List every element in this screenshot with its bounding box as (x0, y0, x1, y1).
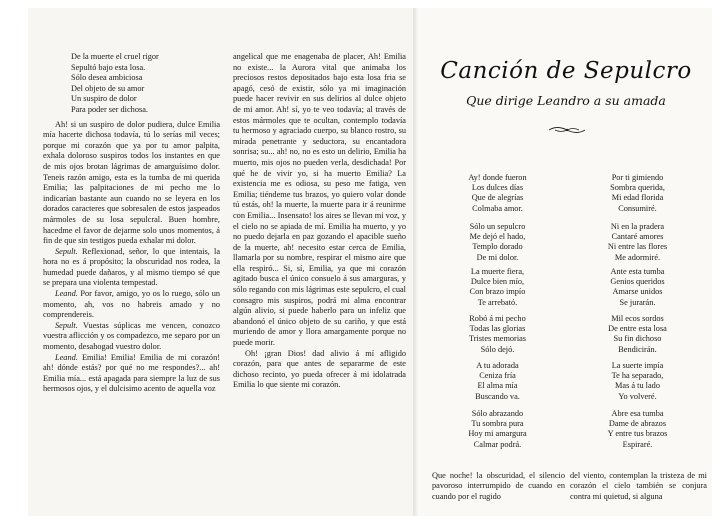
poem-line: La muerte fiera, (470, 267, 525, 276)
poem-stanza (430, 173, 565, 214)
poem-line: Con brazo impío (469, 287, 526, 297)
speaker-name: Sepult. (55, 320, 78, 330)
poem-line: El alma mía (477, 381, 518, 391)
poem-stanza (570, 173, 705, 214)
poem-line: Me adormiré. (614, 252, 661, 262)
speaker-name: Leand. (55, 289, 78, 299)
closing-paragraph: Que noche! la obscuridad, el silencio pavoroso interrumpido de cuando en cuando por el rugido (432, 471, 565, 501)
dialogue-text: Reflexionad, señor, lo que intentais, la hora no es á propósito; la obscuridad nos rodea, la humedad puede dañaros, y al mismo tiempo sé que se prepara una violenta tempestad. (43, 246, 220, 288)
poem-line: Templo dorado (472, 242, 523, 252)
poem-line: Genios queridos (610, 277, 665, 287)
poem-line: Sólo dejó. (480, 344, 515, 354)
poem-line: Te ha separado, (611, 371, 664, 381)
speaker-name: Sepult. (55, 246, 78, 256)
poem-line: Me dejó el hado, (469, 232, 526, 242)
poem-line: Y entre tus brazos (607, 429, 668, 439)
poem-line: Se jurarán. (619, 297, 656, 307)
song-title: Canción de Sepulcro (440, 58, 692, 84)
poem-line: Ante esta tumba (610, 267, 665, 276)
body-paragraph: Ah! si un suspiro de dolor pudiera, dulce Emilia mía hacerte dichosa todavía, tú lo serías mil veces; porque mi corazón que ya por tu amor palpita, exhala doloroso suspiros todos los instantes en que de mis ojos brotan lágrimas de amarguísimo dolor. Teneis razón amigo, esta es la tumba de mi querida Emilia; las palpitaciones de mi pecho me lo indicarían bastante aun cuando no se leyera en los dorados caracteres que sobresalen de estos jaspeados mármoles de su losa sepulcral. Buen hombre, hacedme el favor de dejarme solo unos momentos, á fin de que sin testigos pueda exhalar mi dolor. (43, 119, 220, 246)
dialogue-paragraph (43, 321, 220, 353)
poem-line: Hoy mi amargura (468, 429, 527, 439)
right-column (233, 52, 406, 391)
ornament-icon (547, 125, 587, 135)
poem-line: Robó á mi pecho (469, 314, 526, 323)
poem-line: Los dulces días (471, 183, 524, 193)
body-paragraph: Oh! ¡gran Dios! dad alivio á mí afligido corazón, para que antes de separarme de este dichoso recinto, yo pueda ofrecer á mi idolatrada Emilia lo que siente mi corazón. (233, 348, 406, 390)
verse-line: De la muerte el cruel rigor (71, 52, 159, 61)
poem-line: Dame de abrazos (608, 419, 667, 429)
poem-line: Bendicirán. (618, 344, 657, 354)
dialogue-paragraph (43, 353, 220, 395)
poem-stanza (430, 314, 565, 355)
poem-line: De mi dolor. (476, 252, 519, 262)
poem-line: Sombra querida, (610, 183, 665, 193)
poem-line: Su fin dichoso (613, 334, 662, 344)
poem-line: Ni entre las flores (607, 242, 668, 252)
poem-stanza (570, 314, 705, 355)
poem-stanza (430, 267, 565, 308)
poem-stanza (430, 222, 565, 263)
verse-line: Un suspiro de dolor (71, 94, 137, 104)
poem-line: Te arrebató. (477, 297, 518, 307)
poem-line: La suerte impía (611, 361, 664, 370)
verse-line: Sepultó bajo esta losa. (71, 62, 146, 72)
poem-line: Mil ecos sordos (611, 314, 664, 323)
poem-stanza (430, 409, 565, 450)
poem-line: Dulce bien mío, (470, 277, 525, 287)
poem-line: Buscando va. (475, 391, 520, 401)
poem-stanza (430, 361, 565, 402)
book-gutter (413, 8, 420, 516)
closing-paragraph-continued: del viento, contemplan la tristeza de mi corazón el cielo también se conjura contra mi quietud, si alguna (570, 471, 707, 501)
poem-line: Por ti gimiendo (611, 173, 664, 182)
poem-line: De entre esta losa (608, 324, 667, 334)
dialogue-text: Emilia! Emilia! Emilia de mi corazón! ah! dónde estás? por qué no me respondes?... ah! Emilia mía... está apagada para siempre la luz de sus hermosos ojos, y el dulcisimo acento de aquella voz (43, 352, 220, 394)
poem-line: Yo volveré. (618, 391, 657, 401)
poem-line: Consumiré. (618, 203, 657, 213)
poem-line: Que de alegrías (471, 193, 524, 203)
dialogue-text: Por favor, amigo, yo os lo ruego, sólo un momento, ah, vos no habreis amado y no comprendereis. (43, 289, 220, 320)
poem-line: Tristes memorias (468, 334, 527, 344)
verse-line: Del objeto de su amor (71, 83, 145, 93)
poem-line: Ay! donde fueron (468, 173, 527, 182)
poem-line: Tu sombra pura (471, 419, 524, 429)
verse-line: Sólo desea ambiciosa (71, 73, 143, 83)
poem-stanza (570, 361, 705, 402)
poem-line: Ni en la pradera (610, 222, 665, 231)
right-page (420, 8, 712, 516)
poem-line: Sólo abrazando (471, 409, 524, 418)
poem-line: Cantaré amores (611, 232, 664, 242)
poem-line: Ceniza fría (479, 371, 516, 381)
poem-line: Mi edad florida (611, 193, 664, 203)
poem-line: Mas á tu lado (615, 381, 660, 391)
poem-line: Todas las glorias (469, 324, 526, 334)
poem-stanza (570, 222, 705, 263)
poem-line: Espiraré. (622, 439, 653, 449)
song-subtitle: Que dirige Leandro a su amada (466, 93, 666, 108)
poem-line: Sólo un sepulcro (469, 222, 526, 231)
poem-line: A tu adorada (476, 361, 519, 370)
speaker-name: Leand. (55, 352, 78, 362)
poem-stanza (570, 409, 705, 450)
dialogue-paragraph (43, 289, 220, 321)
dialogue-paragraph (43, 247, 220, 289)
dialogue-text: Vuestas súplicas me vencen, conozco vuestra aflicción y os compadezco, me separo por un momento, desahogad vuestro dolor. (43, 320, 220, 352)
poem-line: Amarse unidos (612, 287, 663, 297)
poem-line: Abre esa tumba (611, 409, 664, 418)
body-paragraph: angelical que me enagenaba de placer, Ah! Emilia no existe... la Aurora vital que animaba los preciosos restos depositados bajo esta losa fria se apagó, cesó de existir, sólo ya mi imaginación puede hacer revivir en sus delirios al dulce objeto de mi amor. Ah! sí, yo te veo todavía; al través de estos mármoles que te ocultan, contemplo todavía tu hermoso y agraciado cuerpo, su blanco rostro, su mirada penetrante y seductora, su encantadora sonrisa; su... ah! no, no es esto un delirio, Emilia ha muerto, mis ojos no pueden verla, desdichada! Por qué he de vivir yo, si ha muerto Emilia? La existencia me es odiosa, su peso me fatiga, ven Emilia; tiéndeme tus brazos, yo quiero volar donde tú estás, oh! la muerte, la muerte para ir á reunirme con Emilia... Insensato! los aires se llevan mi voz, y el cielo no se apiada de mí. Emilia ha muerto, y yo no puedo dejarla en paz gozando el apacible sueño de la muerte, ah! necesito estar cerca de Emilia, llamarla por su nombre, respirar el mismo aire que ella respiró... Si, sí, Emilia, ya que mi corazón agitado busca el único consuelo á sus amarguras, y sólo regando con mis lágrimas este sepulcro, el cual consagro mis suspiros, podrá mi alma encontrar algún alivio, si puede haberlo para un infeliz que abandonó el único objeto de su cariño, y que está muriendo de amor y llora amargamente porque no puede morir. (233, 52, 406, 348)
poem-line: Calmar podrá. (473, 439, 522, 449)
left-page (28, 8, 413, 516)
poem-stanza (570, 267, 705, 308)
poem-line: Colmaba amor. (472, 203, 523, 213)
left-column (43, 52, 220, 395)
verse-line: Para poder ser dichosa. (71, 104, 148, 114)
opening-verse (43, 52, 220, 116)
